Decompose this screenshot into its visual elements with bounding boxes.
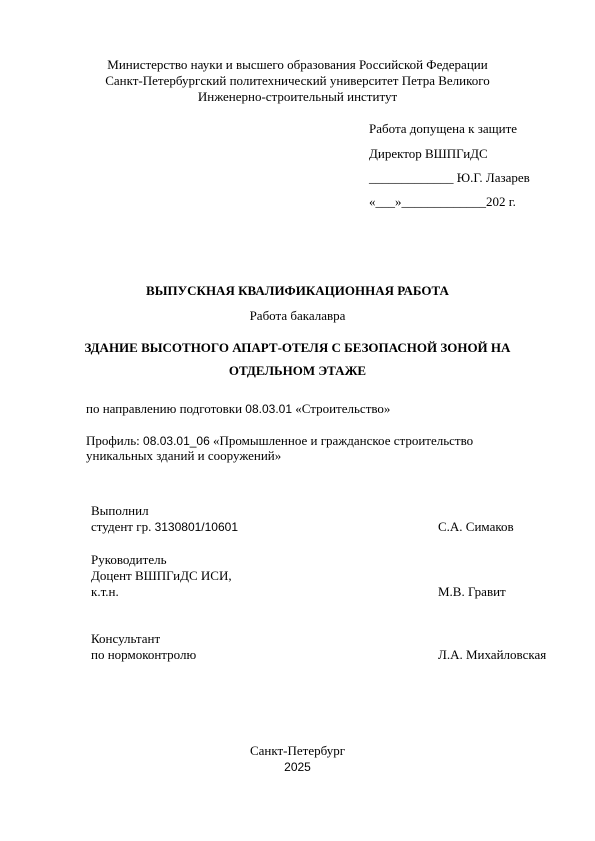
supervisor-name: М.В. Гравит <box>438 584 506 599</box>
supervisor-role: Руководитель <box>91 552 167 567</box>
direction-name: «Строительство» <box>292 401 391 416</box>
approval-director: Директор ВШПГиДС <box>369 146 488 161</box>
work-type-heading: ВЫПУСКНАЯ КВАЛИФИКАЦИОННАЯ РАБОТА <box>146 283 449 298</box>
performer-role: Выполнил <box>91 503 149 518</box>
footer-city: Санкт-Петербург <box>249 743 346 758</box>
profile-name-line2: уникальных зданий и сооружений» <box>86 448 282 463</box>
performer-name: С.А. Симаков <box>438 519 514 534</box>
profile-prefix: Профиль: <box>86 433 144 448</box>
performer-detail-prefix: студент гр. <box>91 519 155 534</box>
approval-date-line: «___»_____________202 г. <box>369 194 516 209</box>
header-block <box>0 57 595 105</box>
consultant-name: Л.А. Михайловская <box>438 647 547 662</box>
supervisor-position: Доцент ВШПГиДС ИСИ, <box>91 568 232 583</box>
consultant-detail: по нормоконтролю <box>91 647 197 662</box>
performer-group: 3130801/10601 <box>154 520 238 534</box>
direction-code: 08.03.01 <box>245 402 293 416</box>
profile-code: 08.03.01_06 <box>143 434 210 448</box>
profile-line1 <box>86 434 473 449</box>
consultant-role: Консультант <box>91 631 161 646</box>
ministry-name: Министерство науки и высшего образования Российской Федерации <box>107 57 488 72</box>
institute-name: Инженерно-строительный институт <box>197 89 398 104</box>
supervisor-degree: к.т.н. <box>91 584 119 599</box>
footer-year: 2025 <box>284 760 311 774</box>
performer-detail <box>91 520 238 535</box>
degree-label: Работа бакалавра <box>249 308 346 323</box>
topic-title-line1: ЗДАНИЕ ВЫСОТНОГО АПАРТ-ОТЕЛЯ С БЕЗОПАСНОЙ ЗОНОЙ НА <box>84 340 511 355</box>
profile-name-line1: «Промышленное и гражданское строительство <box>209 433 474 448</box>
approval-signature-line: _____________ Ю.Г. Лазарев <box>369 170 530 185</box>
university-name: Санкт-Петербургский политехнический университет Петра Великого <box>105 73 490 88</box>
direction-prefix: по направлению подготовки <box>86 401 246 416</box>
direction-line <box>86 402 390 417</box>
approval-admitted: Работа допущена к защите <box>369 121 518 136</box>
topic-title-line2: ОТДЕЛЬНОМ ЭТАЖЕ <box>228 363 367 378</box>
